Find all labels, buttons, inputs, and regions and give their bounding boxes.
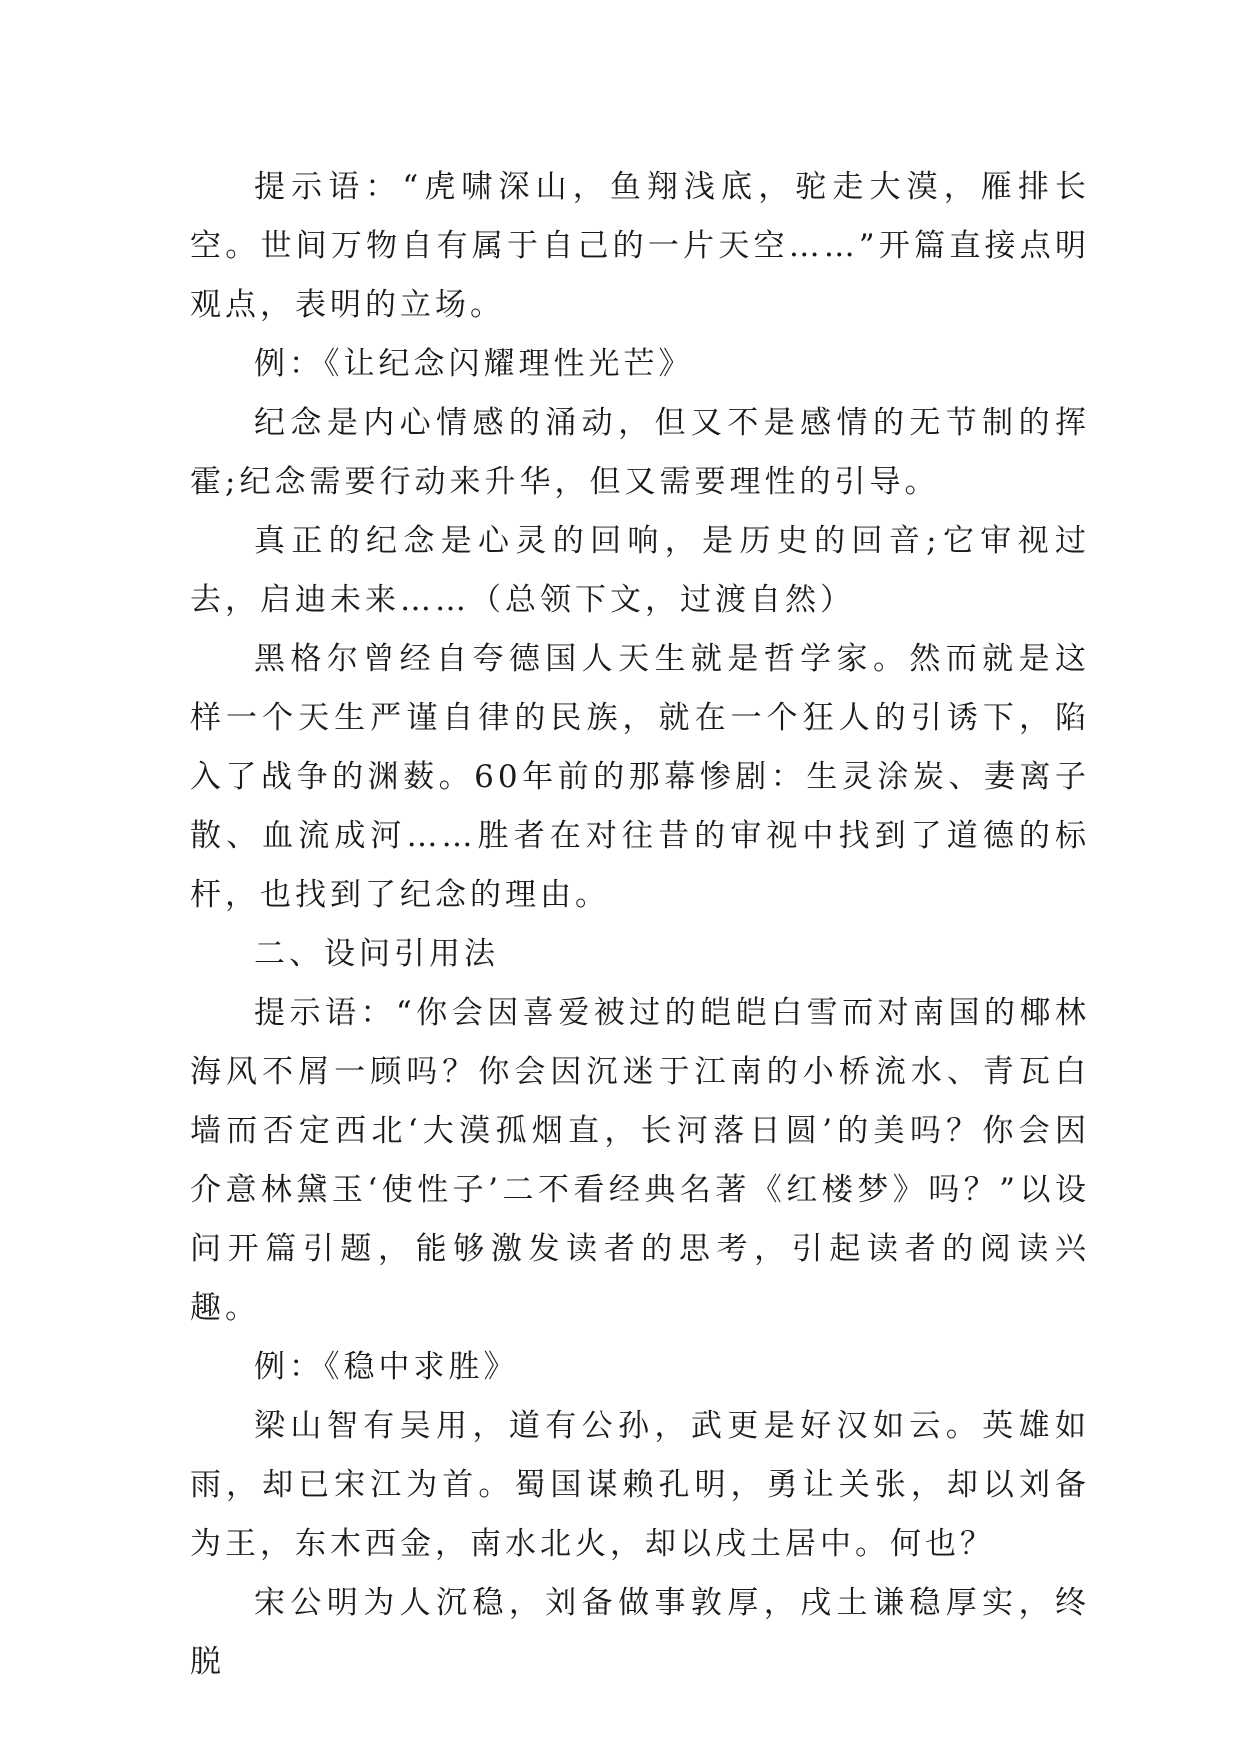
paragraph-example-title-2: 例：《稳中求胜》 bbox=[254, 1349, 519, 1385]
document-body bbox=[190, 158, 1090, 1692]
paragraph-body-5: 宋公明为人沉稳，刘备做事敦厚，戌土谦稳厚实，终脱 bbox=[190, 1585, 1090, 1680]
paragraph-example-title-1: 例：《让纪念闪耀理性光芒》 bbox=[254, 346, 694, 382]
paragraph-hint-2: 提示语：“你会因喜爱被过的皑皑白雪而对南国的椰林海风不屑一顾吗？你会因沉迷于江南的小桥流水、青瓦白墙而否定西北‘大漠孤烟直，长河落日圆’的美吗？你会因介意林黛玉‘使性子’二不看经典名著《红楼梦》吗？”以设问开篇引题，能够激发读者的思考，引起读者的阅读兴趣。 bbox=[190, 995, 1090, 1326]
paragraph-body-2: 真正的纪念是心灵的回响，是历史的回音;它审视过去，启迪未来……（总领下文，过渡自然） bbox=[190, 523, 1090, 618]
section-heading: 二、设问引用法 bbox=[254, 936, 499, 972]
paragraph-body-4: 梁山智有吴用，道有公孙，武更是好汉如云。英雄如雨，却已宋江为首。蜀国谋赖孔明，勇让关张，却以刘备为王，东木西金，南水北火，却以戌土居中。何也？ bbox=[190, 1408, 1090, 1562]
paragraph-hint-1: 提示语：“虎啸深山，鱼翔浅底，驼走大漠，雁排长空。世间万物自有属于自己的一片天空……”开篇直接点明观点，表明的立场。 bbox=[190, 169, 1090, 323]
paragraph-body-1: 纪念是内心情感的涌动，但又不是感情的无节制的挥霍;纪念需要行动来升华，但又需要理性的引导。 bbox=[190, 405, 1090, 500]
paragraph-body-3: 黑格尔曾经自夸德国人天生就是哲学家。然而就是这样一个天生严谨自律的民族，就在一个狂人的引诱下，陷入了战争的渊薮。60年前的那幕惨剧：生灵涂炭、妻离子散、血流成河……胜者在对往昔的审视中找到了道德的标杆，也找到了纪念的理由。 bbox=[190, 641, 1090, 913]
